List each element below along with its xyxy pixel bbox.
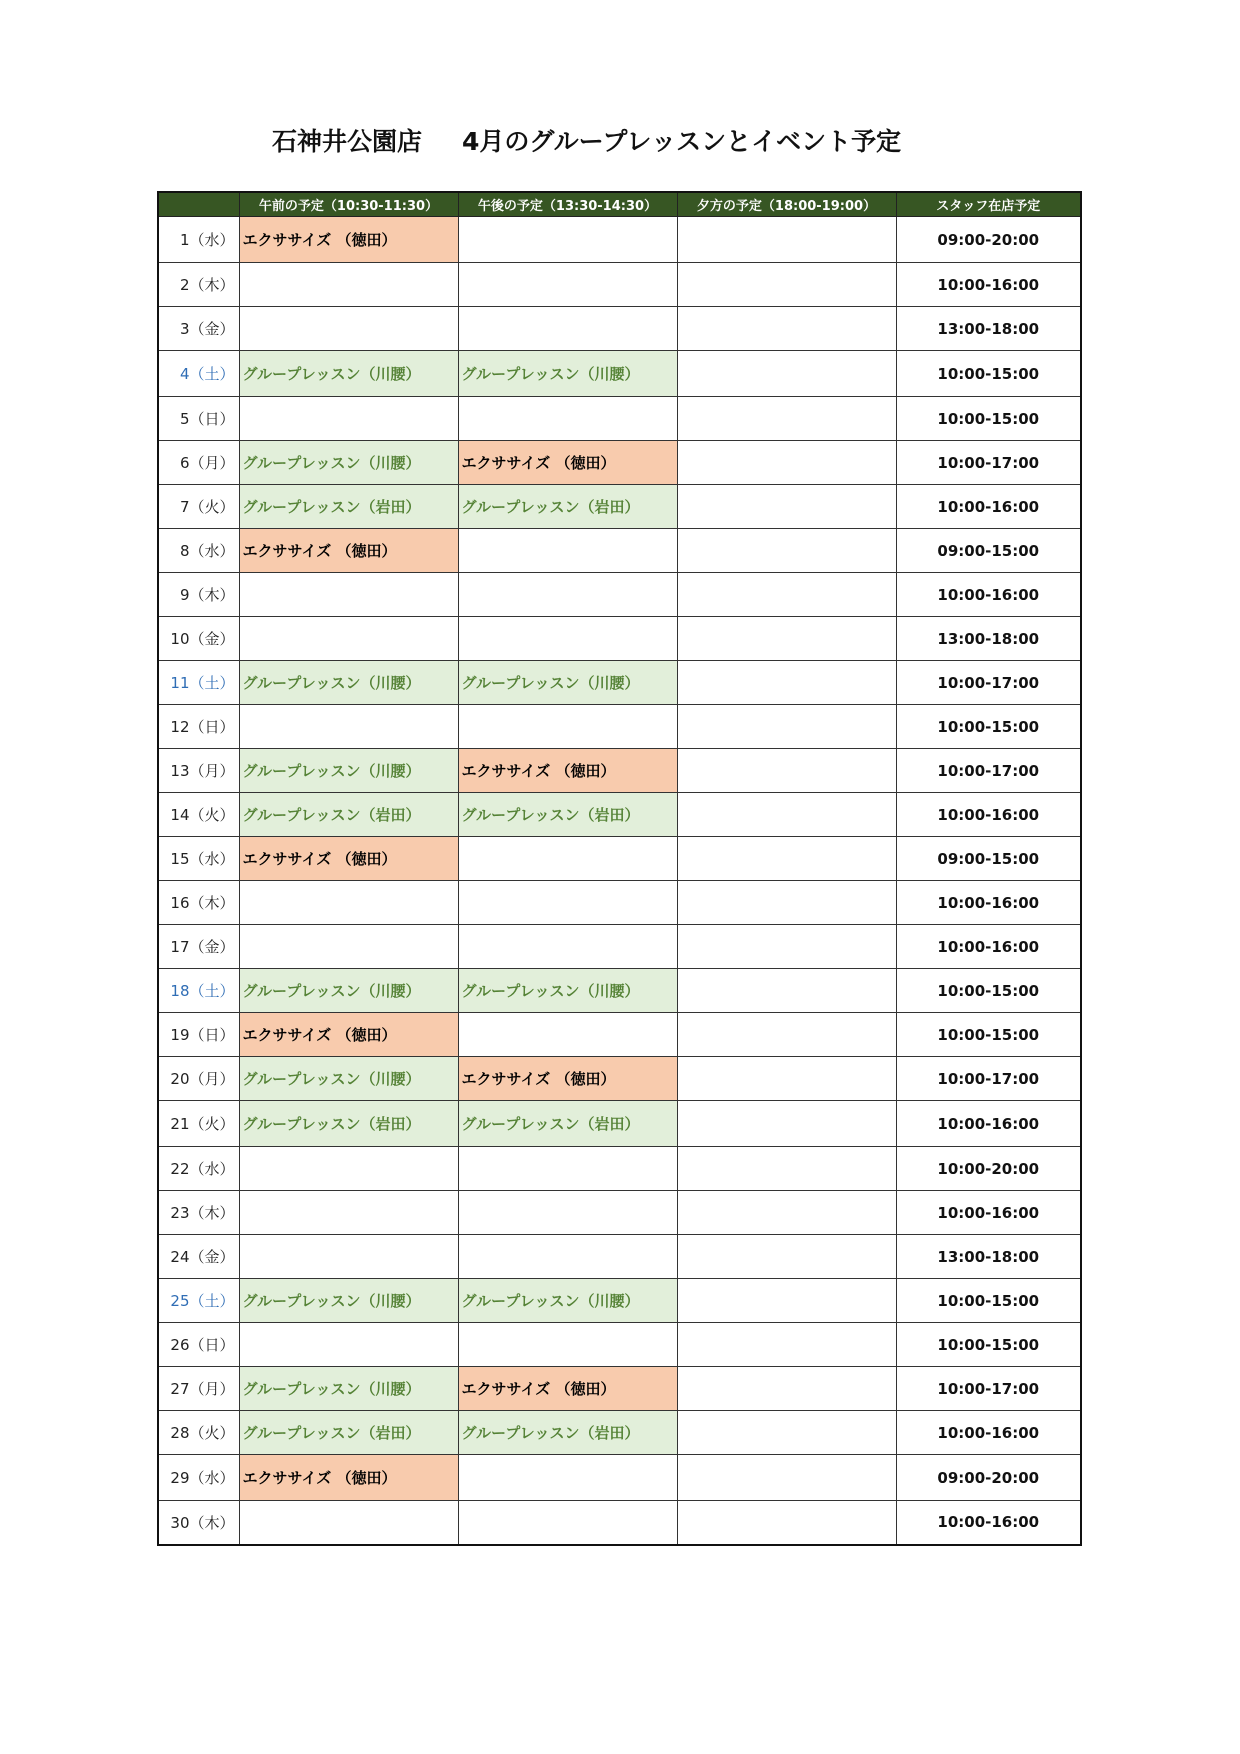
table-row bbox=[158, 441, 1081, 485]
date-cell: 4（土） bbox=[158, 351, 239, 397]
table-row bbox=[158, 1101, 1081, 1147]
evening-cell bbox=[677, 1323, 896, 1367]
date-cell: 28（火） bbox=[158, 1411, 239, 1455]
evening-cell bbox=[677, 1279, 896, 1323]
evening-cell bbox=[677, 749, 896, 793]
date-cell: 8（水） bbox=[158, 529, 239, 573]
staff-hours-cell: 10:00-15:00 bbox=[896, 705, 1081, 749]
date-cell: 6（月） bbox=[158, 441, 239, 485]
afternoon-cell bbox=[458, 1323, 677, 1367]
date-cell: 21（火） bbox=[158, 1101, 239, 1147]
header-row bbox=[158, 192, 1081, 217]
date-cell: 19（日） bbox=[158, 1013, 239, 1057]
staff-hours-cell: 09:00-15:00 bbox=[896, 529, 1081, 573]
staff-hours-cell: 13:00-18:00 bbox=[896, 307, 1081, 351]
evening-cell bbox=[677, 529, 896, 573]
evening-cell bbox=[677, 1057, 896, 1101]
morning-cell: グループレッスン（川腰） bbox=[239, 1057, 458, 1101]
table-row bbox=[158, 573, 1081, 617]
staff-hours-cell: 10:00-15:00 bbox=[896, 1013, 1081, 1057]
date-cell: 15（水） bbox=[158, 837, 239, 881]
afternoon-cell bbox=[458, 837, 677, 881]
table-row bbox=[158, 1501, 1081, 1545]
morning-cell: エクササイズ （徳田） bbox=[239, 529, 458, 573]
afternoon-cell: グループレッスン（岩田） bbox=[458, 1101, 677, 1147]
morning-cell bbox=[239, 573, 458, 617]
evening-cell bbox=[677, 1191, 896, 1235]
table-row bbox=[158, 1279, 1081, 1323]
morning-cell: グループレッスン（岩田） bbox=[239, 793, 458, 837]
date-cell: 26（日） bbox=[158, 1323, 239, 1367]
morning-cell: グループレッスン（川腰） bbox=[239, 969, 458, 1013]
date-cell: 11（土） bbox=[158, 661, 239, 705]
staff-hours-cell: 13:00-18:00 bbox=[896, 1235, 1081, 1279]
table-row bbox=[158, 1057, 1081, 1101]
afternoon-cell: グループレッスン（岩田） bbox=[458, 793, 677, 837]
staff-hours-cell: 10:00-15:00 bbox=[896, 397, 1081, 441]
header-staff: スタッフ在店予定 bbox=[896, 192, 1081, 217]
evening-cell bbox=[677, 1367, 896, 1411]
date-cell: 10（金） bbox=[158, 617, 239, 661]
table-row bbox=[158, 263, 1081, 307]
afternoon-cell: グループレッスン（岩田） bbox=[458, 1411, 677, 1455]
date-cell: 2（木） bbox=[158, 263, 239, 307]
date-cell: 17（金） bbox=[158, 925, 239, 969]
afternoon-cell bbox=[458, 925, 677, 969]
table-row bbox=[158, 1191, 1081, 1235]
evening-cell bbox=[677, 1147, 896, 1191]
date-cell: 1（水） bbox=[158, 217, 239, 263]
evening-cell bbox=[677, 793, 896, 837]
table-row bbox=[158, 925, 1081, 969]
afternoon-cell bbox=[458, 573, 677, 617]
staff-hours-cell: 10:00-17:00 bbox=[896, 441, 1081, 485]
evening-cell bbox=[677, 1101, 896, 1147]
afternoon-cell bbox=[458, 217, 677, 263]
staff-hours-cell: 10:00-16:00 bbox=[896, 263, 1081, 307]
table-row bbox=[158, 661, 1081, 705]
morning-cell: エクササイズ （徳田） bbox=[239, 837, 458, 881]
morning-cell bbox=[239, 263, 458, 307]
table-row bbox=[158, 1147, 1081, 1191]
date-cell: 22（水） bbox=[158, 1147, 239, 1191]
date-cell: 5（日） bbox=[158, 397, 239, 441]
evening-cell bbox=[677, 925, 896, 969]
staff-hours-cell: 10:00-15:00 bbox=[896, 351, 1081, 397]
date-cell: 27（月） bbox=[158, 1367, 239, 1411]
table-row bbox=[158, 749, 1081, 793]
morning-cell: エクササイズ （徳田） bbox=[239, 1013, 458, 1057]
date-cell: 3（金） bbox=[158, 307, 239, 351]
staff-hours-cell: 10:00-17:00 bbox=[896, 661, 1081, 705]
morning-cell: グループレッスン（川腰） bbox=[239, 1367, 458, 1411]
date-cell: 23（木） bbox=[158, 1191, 239, 1235]
morning-cell bbox=[239, 1147, 458, 1191]
date-cell: 29（水） bbox=[158, 1455, 239, 1501]
afternoon-cell: エクササイズ （徳田） bbox=[458, 1057, 677, 1101]
date-cell: 9（木） bbox=[158, 573, 239, 617]
evening-cell bbox=[677, 441, 896, 485]
table-row bbox=[158, 617, 1081, 661]
afternoon-cell bbox=[458, 307, 677, 351]
staff-hours-cell: 10:00-20:00 bbox=[896, 1147, 1081, 1191]
evening-cell bbox=[677, 573, 896, 617]
header-evening: 夕方の予定（18:00-19:00） bbox=[677, 192, 896, 217]
evening-cell bbox=[677, 661, 896, 705]
morning-cell: グループレッスン（岩田） bbox=[239, 1101, 458, 1147]
table-row bbox=[158, 837, 1081, 881]
staff-hours-cell: 13:00-18:00 bbox=[896, 617, 1081, 661]
morning-cell: グループレッスン（川腰） bbox=[239, 1279, 458, 1323]
staff-hours-cell: 09:00-20:00 bbox=[896, 217, 1081, 263]
evening-cell bbox=[677, 1013, 896, 1057]
date-cell: 16（木） bbox=[158, 881, 239, 925]
date-cell: 24（金） bbox=[158, 1235, 239, 1279]
evening-cell bbox=[677, 617, 896, 661]
staff-hours-cell: 10:00-16:00 bbox=[896, 1411, 1081, 1455]
table-row bbox=[158, 351, 1081, 397]
morning-cell bbox=[239, 397, 458, 441]
table-row bbox=[158, 529, 1081, 573]
evening-cell bbox=[677, 307, 896, 351]
afternoon-cell bbox=[458, 1235, 677, 1279]
afternoon-cell bbox=[458, 1455, 677, 1501]
staff-hours-cell: 10:00-16:00 bbox=[896, 573, 1081, 617]
morning-cell bbox=[239, 705, 458, 749]
table-row bbox=[158, 1235, 1081, 1279]
morning-cell bbox=[239, 1191, 458, 1235]
afternoon-cell bbox=[458, 1147, 677, 1191]
table-row bbox=[158, 307, 1081, 351]
morning-cell bbox=[239, 1501, 458, 1545]
afternoon-cell: グループレッスン（川腰） bbox=[458, 969, 677, 1013]
afternoon-cell: エクササイズ （徳田） bbox=[458, 1367, 677, 1411]
morning-cell: グループレッスン（川腰） bbox=[239, 661, 458, 705]
evening-cell bbox=[677, 881, 896, 925]
morning-cell bbox=[239, 307, 458, 351]
date-cell: 18（土） bbox=[158, 969, 239, 1013]
table-row bbox=[158, 793, 1081, 837]
morning-cell bbox=[239, 617, 458, 661]
staff-hours-cell: 10:00-17:00 bbox=[896, 1367, 1081, 1411]
header-date bbox=[158, 192, 239, 217]
staff-hours-cell: 10:00-15:00 bbox=[896, 969, 1081, 1013]
table-row bbox=[158, 397, 1081, 441]
schedule-title: 4月のグループレッスンとイベント予定 bbox=[462, 127, 902, 156]
evening-cell bbox=[677, 217, 896, 263]
evening-cell bbox=[677, 1501, 896, 1545]
morning-cell bbox=[239, 1235, 458, 1279]
staff-hours-cell: 10:00-16:00 bbox=[896, 1191, 1081, 1235]
staff-hours-cell: 10:00-16:00 bbox=[896, 793, 1081, 837]
staff-hours-cell: 10:00-16:00 bbox=[896, 1501, 1081, 1545]
morning-cell: エクササイズ （徳田） bbox=[239, 217, 458, 263]
morning-cell: グループレッスン（岩田） bbox=[239, 485, 458, 529]
afternoon-cell bbox=[458, 397, 677, 441]
afternoon-cell bbox=[458, 263, 677, 307]
staff-hours-cell: 10:00-15:00 bbox=[896, 1323, 1081, 1367]
table-row bbox=[158, 217, 1081, 263]
afternoon-cell: グループレッスン（川腰） bbox=[458, 351, 677, 397]
table-row bbox=[158, 969, 1081, 1013]
morning-cell bbox=[239, 1323, 458, 1367]
afternoon-cell: グループレッスン（岩田） bbox=[458, 485, 677, 529]
afternoon-cell bbox=[458, 1501, 677, 1545]
afternoon-cell: エクササイズ （徳田） bbox=[458, 441, 677, 485]
afternoon-cell: グループレッスン（川腰） bbox=[458, 661, 677, 705]
afternoon-cell bbox=[458, 1191, 677, 1235]
evening-cell bbox=[677, 397, 896, 441]
afternoon-cell bbox=[458, 881, 677, 925]
evening-cell bbox=[677, 485, 896, 529]
table-row bbox=[158, 705, 1081, 749]
table-row bbox=[158, 1367, 1081, 1411]
evening-cell bbox=[677, 1455, 896, 1501]
evening-cell bbox=[677, 263, 896, 307]
staff-hours-cell: 10:00-16:00 bbox=[896, 881, 1081, 925]
table-row bbox=[158, 881, 1081, 925]
page-title bbox=[0, 122, 1240, 162]
afternoon-cell: グループレッスン（川腰） bbox=[458, 1279, 677, 1323]
evening-cell bbox=[677, 705, 896, 749]
morning-cell bbox=[239, 925, 458, 969]
staff-hours-cell: 10:00-16:00 bbox=[896, 1101, 1081, 1147]
table-row bbox=[158, 485, 1081, 529]
morning-cell: グループレッスン（川腰） bbox=[239, 441, 458, 485]
date-cell: 25（土） bbox=[158, 1279, 239, 1323]
table-row bbox=[158, 1411, 1081, 1455]
evening-cell bbox=[677, 351, 896, 397]
staff-hours-cell: 09:00-20:00 bbox=[896, 1455, 1081, 1501]
date-cell: 20（月） bbox=[158, 1057, 239, 1101]
afternoon-cell bbox=[458, 1013, 677, 1057]
table-row bbox=[158, 1455, 1081, 1501]
afternoon-cell bbox=[458, 529, 677, 573]
table-row bbox=[158, 1013, 1081, 1057]
date-cell: 13（月） bbox=[158, 749, 239, 793]
evening-cell bbox=[677, 1411, 896, 1455]
staff-hours-cell: 09:00-15:00 bbox=[896, 837, 1081, 881]
morning-cell: グループレッスン（岩田） bbox=[239, 1411, 458, 1455]
morning-cell: グループレッスン（川腰） bbox=[239, 351, 458, 397]
date-cell: 7（火） bbox=[158, 485, 239, 529]
morning-cell bbox=[239, 881, 458, 925]
evening-cell bbox=[677, 1235, 896, 1279]
afternoon-cell: エクササイズ （徳田） bbox=[458, 749, 677, 793]
evening-cell bbox=[677, 969, 896, 1013]
date-cell: 30（木） bbox=[158, 1501, 239, 1545]
evening-cell bbox=[677, 837, 896, 881]
morning-cell: グループレッスン（川腰） bbox=[239, 749, 458, 793]
schedule-table bbox=[157, 191, 1082, 1546]
header-morning: 午前の予定（10:30-11:30） bbox=[239, 192, 458, 217]
date-cell: 14（火） bbox=[158, 793, 239, 837]
staff-hours-cell: 10:00-17:00 bbox=[896, 1057, 1081, 1101]
date-cell: 12（日） bbox=[158, 705, 239, 749]
store-name: 石神井公園店 bbox=[272, 127, 423, 156]
staff-hours-cell: 10:00-16:00 bbox=[896, 485, 1081, 529]
table-row bbox=[158, 1323, 1081, 1367]
staff-hours-cell: 10:00-16:00 bbox=[896, 925, 1081, 969]
afternoon-cell bbox=[458, 617, 677, 661]
afternoon-cell bbox=[458, 705, 677, 749]
staff-hours-cell: 10:00-17:00 bbox=[896, 749, 1081, 793]
header-afternoon: 午後の予定（13:30-14:30） bbox=[458, 192, 677, 217]
staff-hours-cell: 10:00-15:00 bbox=[896, 1279, 1081, 1323]
morning-cell: エクササイズ （徳田） bbox=[239, 1455, 458, 1501]
